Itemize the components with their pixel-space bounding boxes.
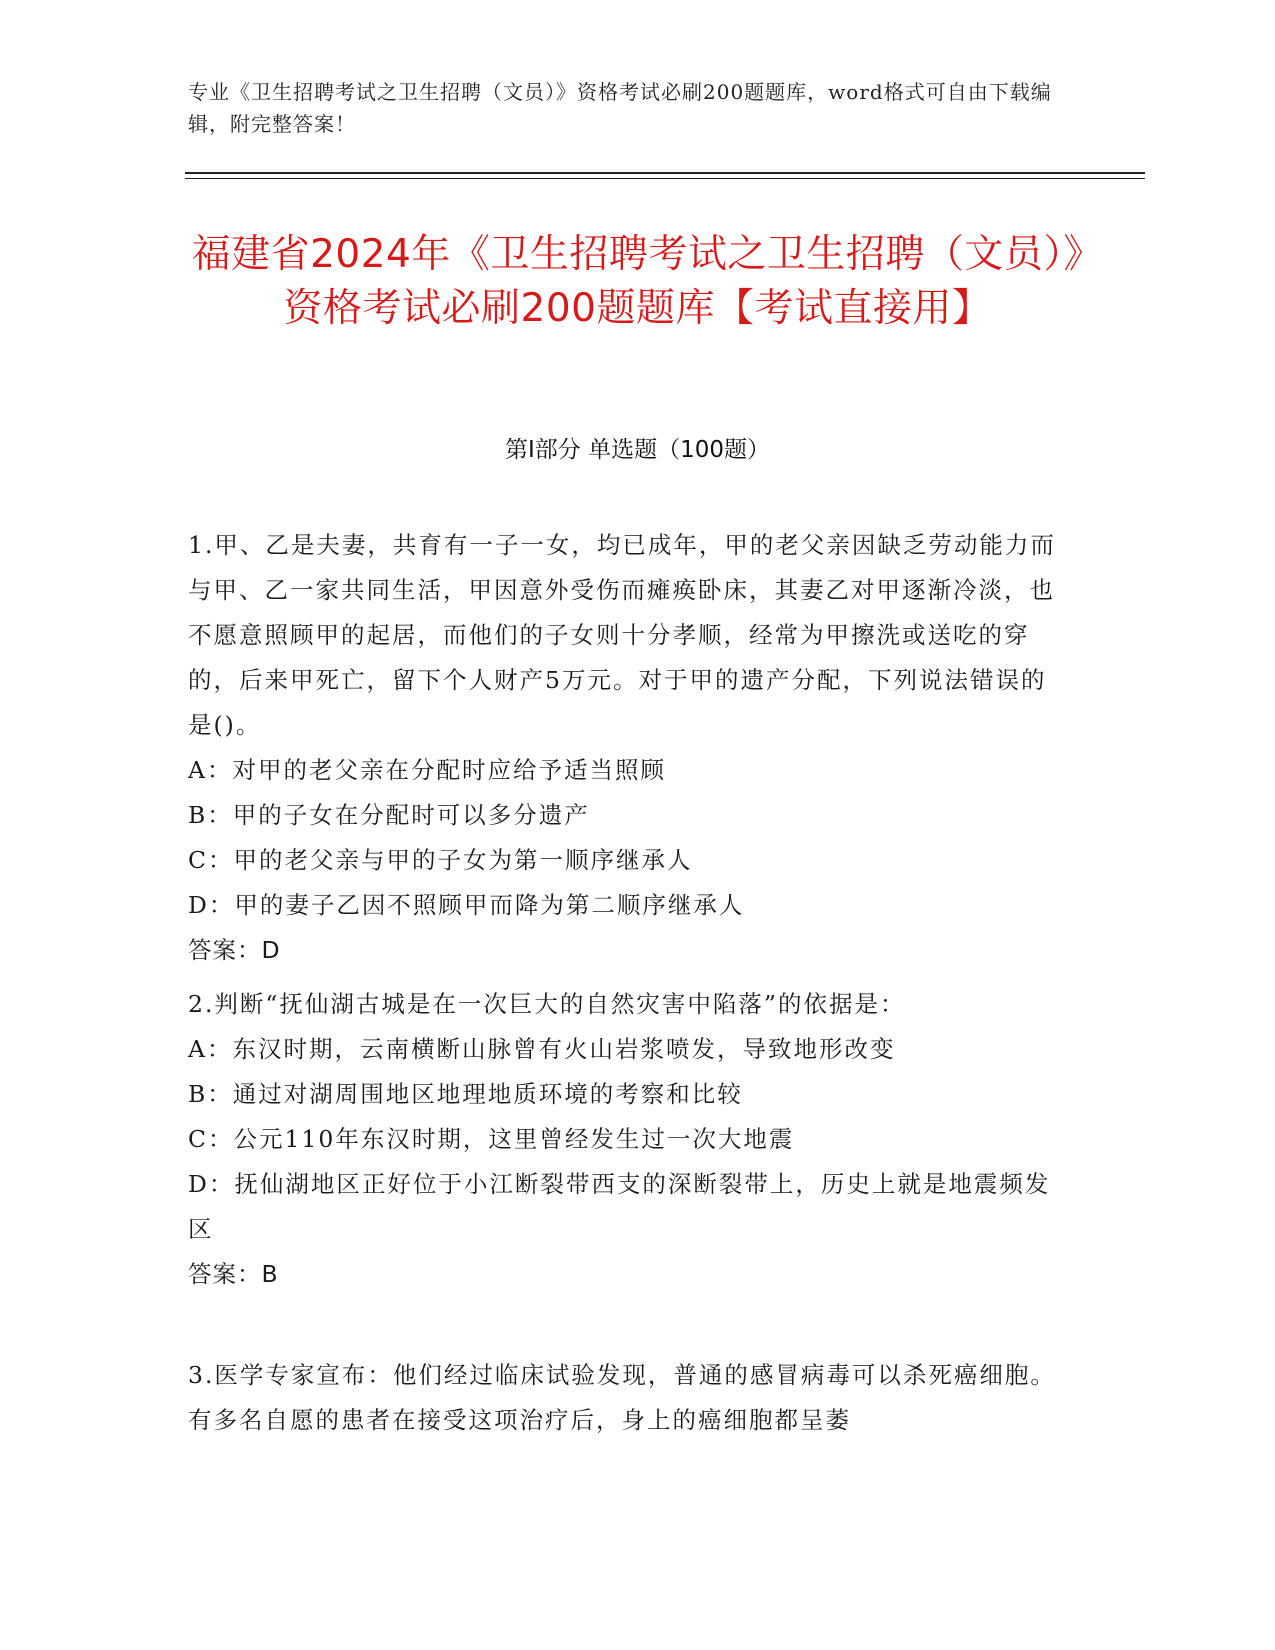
answer-line: 答案：D bbox=[188, 936, 281, 964]
answer-line: 答案：B bbox=[188, 1260, 279, 1288]
option-b: B：甲的子女在分配时可以多分遗产 bbox=[188, 801, 590, 829]
header-rule-thick bbox=[185, 172, 1145, 174]
option-d: D：抚仙湖地区正好位于小江断裂带西支的深断裂带上，历史上就是地震频发区 bbox=[188, 1170, 1051, 1243]
question-stem: 3.医学专家宣布：他们经过临床试验发现，普通的感冒病毒可以杀死癌细胞。有多名自愿的患者在接受这项治疗后，身上的癌细胞都呈萎 bbox=[188, 1361, 1056, 1434]
question-stem: 2.判断“抚仙湖古城是在一次巨大的自然灾害中陷落”的依据是： bbox=[188, 990, 906, 1018]
question-3 bbox=[188, 1353, 1068, 1443]
question-stem: 1.甲、乙是夫妻，共育有一子一女，均已成年，甲的老父亲因缺乏劳动能力而与甲、乙一家共同生活，甲因意外受伤而瘫痪卧床，其妻乙对甲逐渐冷淡，也不愿意照顾甲的起居，而他们的子女则十分孝顺，经常为甲擦洗或送吃的穿的，后来甲死亡，留下个人财产5万元。对于甲的遗产分配，下列说法错误的是()。 bbox=[188, 531, 1056, 739]
option-c: C：甲的老父亲与甲的子女为第一顺序继承人 bbox=[188, 846, 693, 874]
option-c: C：公元110年东汉时期，这里曾经发生过一次大地震 bbox=[188, 1125, 795, 1153]
question-1 bbox=[188, 523, 1068, 973]
document-title: 福建省2024年《卫生招聘考试之卫生招聘（文员）》资格考试必刷200题题库【考试直接用】 bbox=[191, 232, 1084, 331]
option-a: A：对甲的老父亲在分配时应给予适当照顾 bbox=[188, 756, 666, 784]
option-b: B：通过对湖周围地区地理地质环境的考察和比较 bbox=[188, 1080, 743, 1108]
header-note: 专业《卫生招聘考试之卫生招聘（文员）》资格考试必刷200题题库，word格式可自由下载编辑，附完整答案！ bbox=[188, 80, 1052, 136]
question-2 bbox=[188, 982, 1068, 1297]
option-d: D：甲的妻子乙因不照顾甲而降为第二顺序继承人 bbox=[188, 891, 745, 919]
option-a: A：东汉时期，云南横断山脉曾有火山岩浆喷发，导致地形改变 bbox=[188, 1035, 896, 1063]
header-rule-thin bbox=[185, 178, 1145, 179]
section-title: 第I部分 单选题（100题） bbox=[505, 437, 770, 463]
